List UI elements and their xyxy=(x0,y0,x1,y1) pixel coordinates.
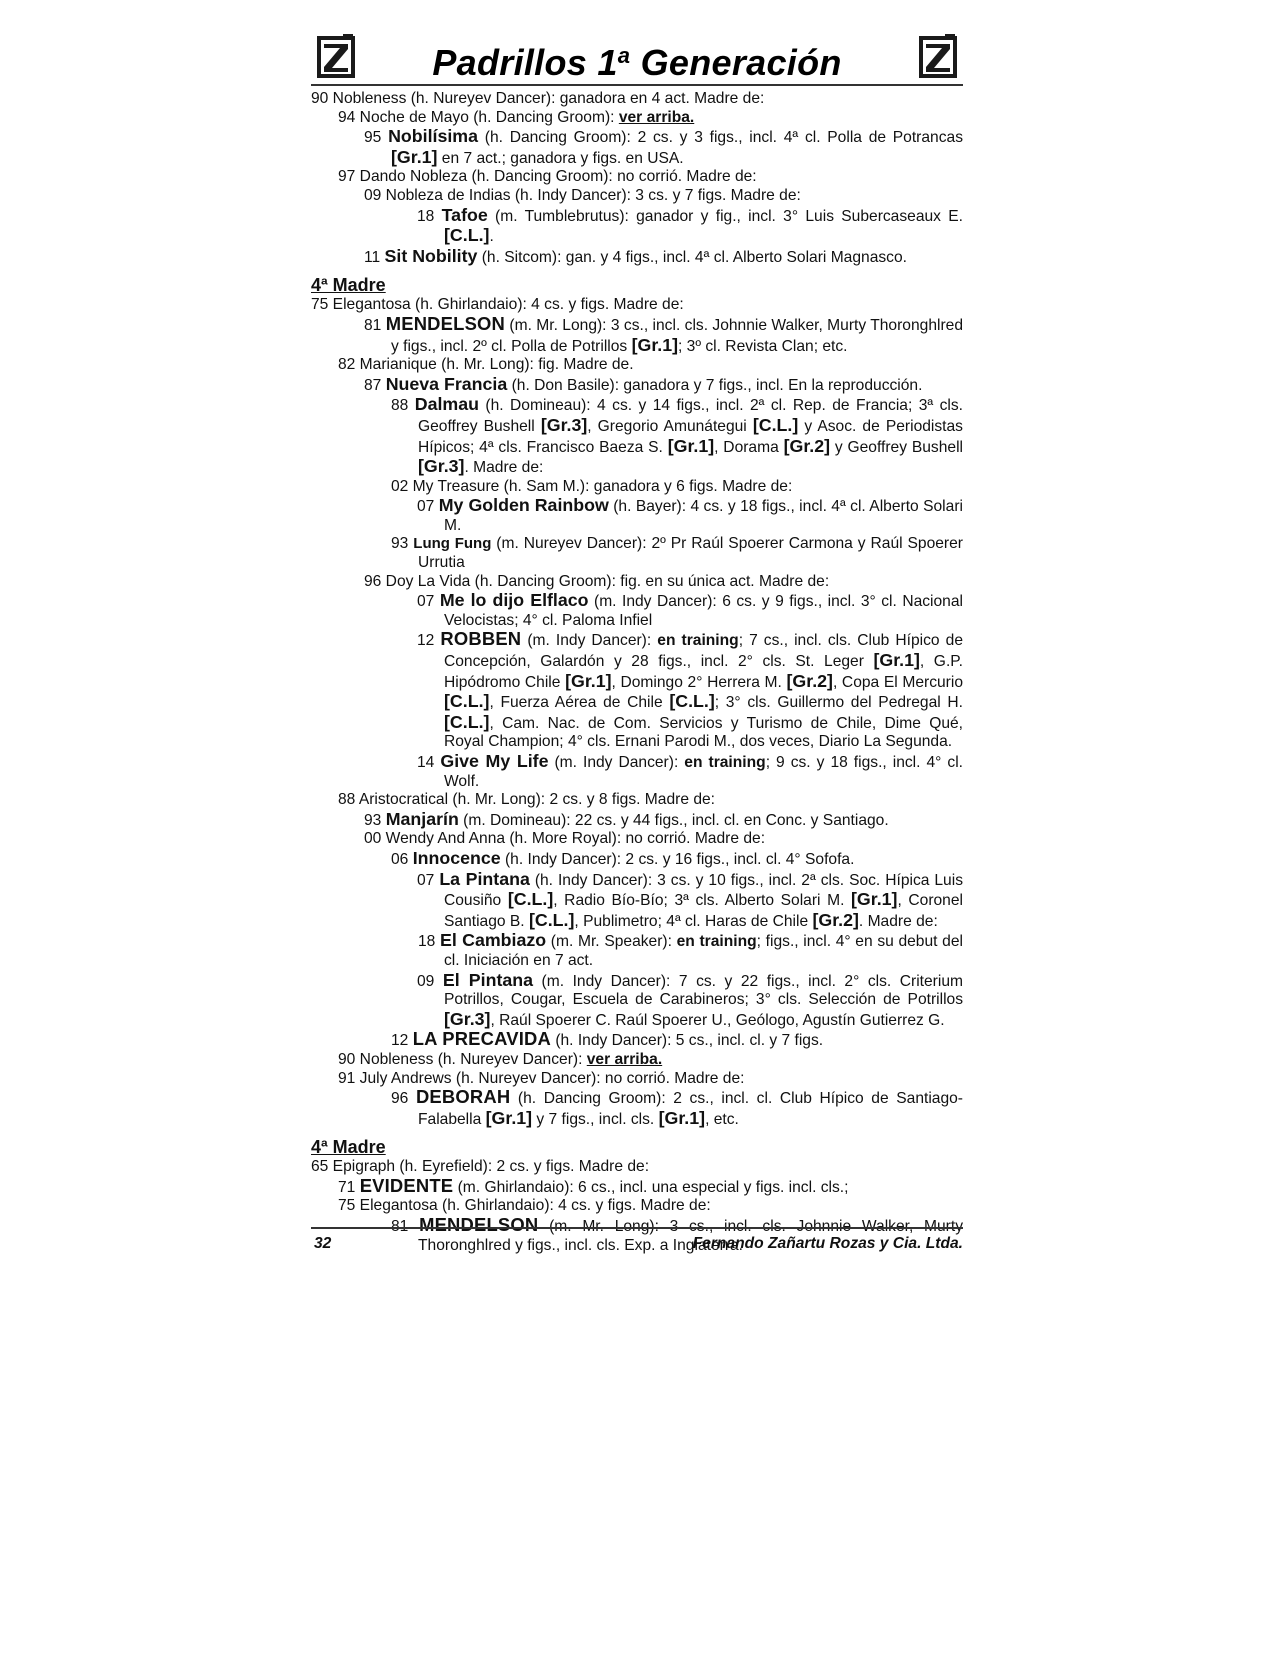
list-item: 75 Elegantosa (h. Ghirlandaio): 4 cs. y figs. Madre de: xyxy=(338,1197,711,1215)
list-item: 07 La Pintana (h. Indy Dancer): 3 cs. y 10 figs., incl. 2ª cls. Soc. Hípica Luis Cousiño [C.L.], Radio Bío-Bío; 3ª cls. Alberto Solari M. [Gr.1], Coronel Santiago B. [C.L.], Publimetro; 4ª cl. Haras de Chile [Gr.2]. Madre de: xyxy=(417,868,963,930)
publisher-name: Fernando Zañartu Rozas y Cia. Ltda. xyxy=(692,1235,963,1252)
list-item: 09 Nobleza de Indias (h. Indy Dancer): 3 cs. y 7 figs. Madre de: xyxy=(364,186,801,204)
list-item: 12 LA PRECAVIDA (h. Indy Dancer): 5 cs., incl. cl. y 7 figs. xyxy=(391,1028,824,1050)
list-item: 12 ROBBEN (m. Indy Dancer): en training; 7 cs., incl. cls. Club Hípico de Concepción, Galardón y 28 figs., incl. 2° cls. St. Leger [Gr.1], G.P. Hipódromo Chile [Gr.1], Domingo 2° Herrera M. [Gr.2], Copa El Mercurio [C.L.], Fuerza Aérea de Chile [C.L.]; 3° cls. Guillermo del Pedregal H. [C.L.], Cam. Nac. de Com. Servicios y Turismo de Chile, Dime Qué, Royal Champion; 4° cls. Ernani Parodi M., dos veces, Diario La Segunda. xyxy=(417,628,963,751)
list-item: 88 Dalmau (h. Domineau): 4 cs. y 14 figs., incl. 2ª cl. Rep. de Francia; 3ª cls. Geoffrey Bushell [Gr.3], Gregorio Amunátegui [C.L.] y Asoc. de Periodistas Hípicos; 4ª cls. Francisco Baeza S. [Gr.1], Dorama [Gr.2] y Geoffrey Bushell [Gr.3]. Madre de: xyxy=(391,394,963,477)
page-footer xyxy=(311,1227,963,1253)
list-item: 81 MENDELSON (m. Mr. Long): 3 cs., incl. cls. Johnnie Walker, Murty Thoronghlred y figs., incl. 2º cl. Polla de Potrillos [Gr.1]; 3º cl. Revista Clan; etc. xyxy=(364,312,963,355)
list-item: 65 Epigraph (h. Eyrefield): 2 cs. y figs. Madre de: xyxy=(311,1158,650,1176)
list-item: 07 Me lo dijo Elflaco (m. Indy Dancer): 6 cs. y 9 figs., incl. 3° cl. Nacional Velocistas; 4° cl. Paloma Infiel xyxy=(417,590,963,629)
list-item: 91 July Andrews (h. Nureyev Dancer): no corrió. Madre de: xyxy=(338,1069,745,1087)
list-item: 14 Give My Life (m. Indy Dancer): en training; 9 cs. y 18 figs., incl. 4° cl. Wolf. xyxy=(417,751,963,790)
list-item: 81 MENDELSON (m. Mr. Long): 3 cs., incl. cls. Johnnie Walker, Murty Thoronghlred y figs., incl. cls. Exp. a Inglaterra. xyxy=(391,1214,963,1254)
pedigree-text xyxy=(311,86,963,1255)
section-heading: 4ª Madre xyxy=(311,1137,386,1158)
list-item: 02 My Treasure (h. Sam M.): ganadora y 6 figs. Madre de: xyxy=(391,477,793,495)
list-item: 96 DEBORAH (h. Dancing Groom): 2 cs., incl. cl. Club Hípico de Santiago-Falabella [Gr.1] y 7 figs., incl. cls. [Gr.1], etc. xyxy=(391,1086,963,1128)
list-item: 11 Sit Nobility (h. Sitcom): gan. y 4 figs., incl. 4ª cl. Alberto Solari Magnasco. xyxy=(364,245,907,266)
list-item: 82 Marianique (h. Mr. Long): fig. Madre de. xyxy=(338,356,634,374)
list-item: 18 El Cambiazo (m. Mr. Speaker): en training; figs., incl. 4° en su debut del cl. Iniciación en 7 act. xyxy=(418,930,963,969)
list-item: 09 El Pintana (m. Indy Dancer): 7 cs. y 22 figs., incl. 2° cls. Criterium Potrillos, Cougar, Escuela de Carabineros; 3° cls. Selección de Potrillos [Gr.3], Raúl Spoerer C. Raúl Spoerer U., Geólogo, Agustín Gutierrez G. xyxy=(417,969,963,1029)
list-item: 96 Doy La Vida (h. Dancing Groom): fig. en su única act. Madre de: xyxy=(364,572,830,590)
list-item: 97 Dando Nobleza (h. Dancing Groom): no corrió. Madre de: xyxy=(338,168,757,186)
list-item: 71 EVIDENTE (m. Ghirlandaio): 6 cs., incl. una especial y figs. incl. cls.; xyxy=(338,1174,849,1196)
list-item: 87 Nueva Francia (h. Don Basile): ganadora y 7 figs., incl. En la reproducción. xyxy=(364,373,923,394)
list-item: 95 Nobilísima (h. Dancing Groom): 2 cs. y 3 figs., incl. 4ª cl. Polla de Potrancas [Gr.1] en 7 act.; ganadora y figs. en USA. xyxy=(364,126,963,167)
cross-reference-link[interactable]: ver arriba. xyxy=(586,1050,663,1068)
list-item: 75 Elegantosa (h. Ghirlandaio): 4 cs. y figs. Madre de: xyxy=(311,296,684,314)
list-item: 18 Tafoe (m. Tumblebrutus): ganador y fig., incl. 3° Luis Subercaseaux E. [C.L.]. xyxy=(417,204,963,246)
list-item: 90 Nobleness (h. Nureyev Dancer): ganadora en 4 act. Madre de: xyxy=(311,90,765,107)
list-item: 00 Wendy And Anna (h. More Royal): no corrió. Madre de: xyxy=(364,830,766,848)
cross-reference-link[interactable]: ver arriba. xyxy=(618,108,695,126)
list-item: 07 My Golden Rainbow (h. Bayer): 4 cs. y 18 figs., incl. 4ª cl. Alberto Solari M. xyxy=(417,495,963,534)
list-item: 93 Manjarín (m. Domineau): 22 cs. y 44 figs., incl. cl. en Conc. y Santiago. xyxy=(364,808,889,829)
section-heading: 4ª Madre xyxy=(311,275,386,296)
page-title: Padrillos 1$^a$ Generación xyxy=(432,42,842,83)
list-item: 06 Innocence (h. Indy Dancer): 2 cs. y 16 figs., incl. cl. 4° Sofofa. xyxy=(391,847,855,868)
page xyxy=(311,28,963,1255)
list-item: 88 Aristocratical (h. Mr. Long): 2 cs. y 8 figs. Madre de: xyxy=(338,791,716,809)
list-item: 94 Noche de Mayo (h. Dancing Groom): ver arriba. xyxy=(338,108,695,126)
logo-icon xyxy=(915,34,961,80)
list-item: 90 Nobleness (h. Nureyev Dancer): ver arriba. xyxy=(338,1050,663,1068)
list-item: 93 Lung Fung (m. Nureyev Dancer): 2º Pr Raúl Spoerer Carmona y Raúl Spoerer Urrutia xyxy=(391,535,963,572)
page-number: 32 xyxy=(314,1235,332,1252)
page-header xyxy=(311,28,963,86)
